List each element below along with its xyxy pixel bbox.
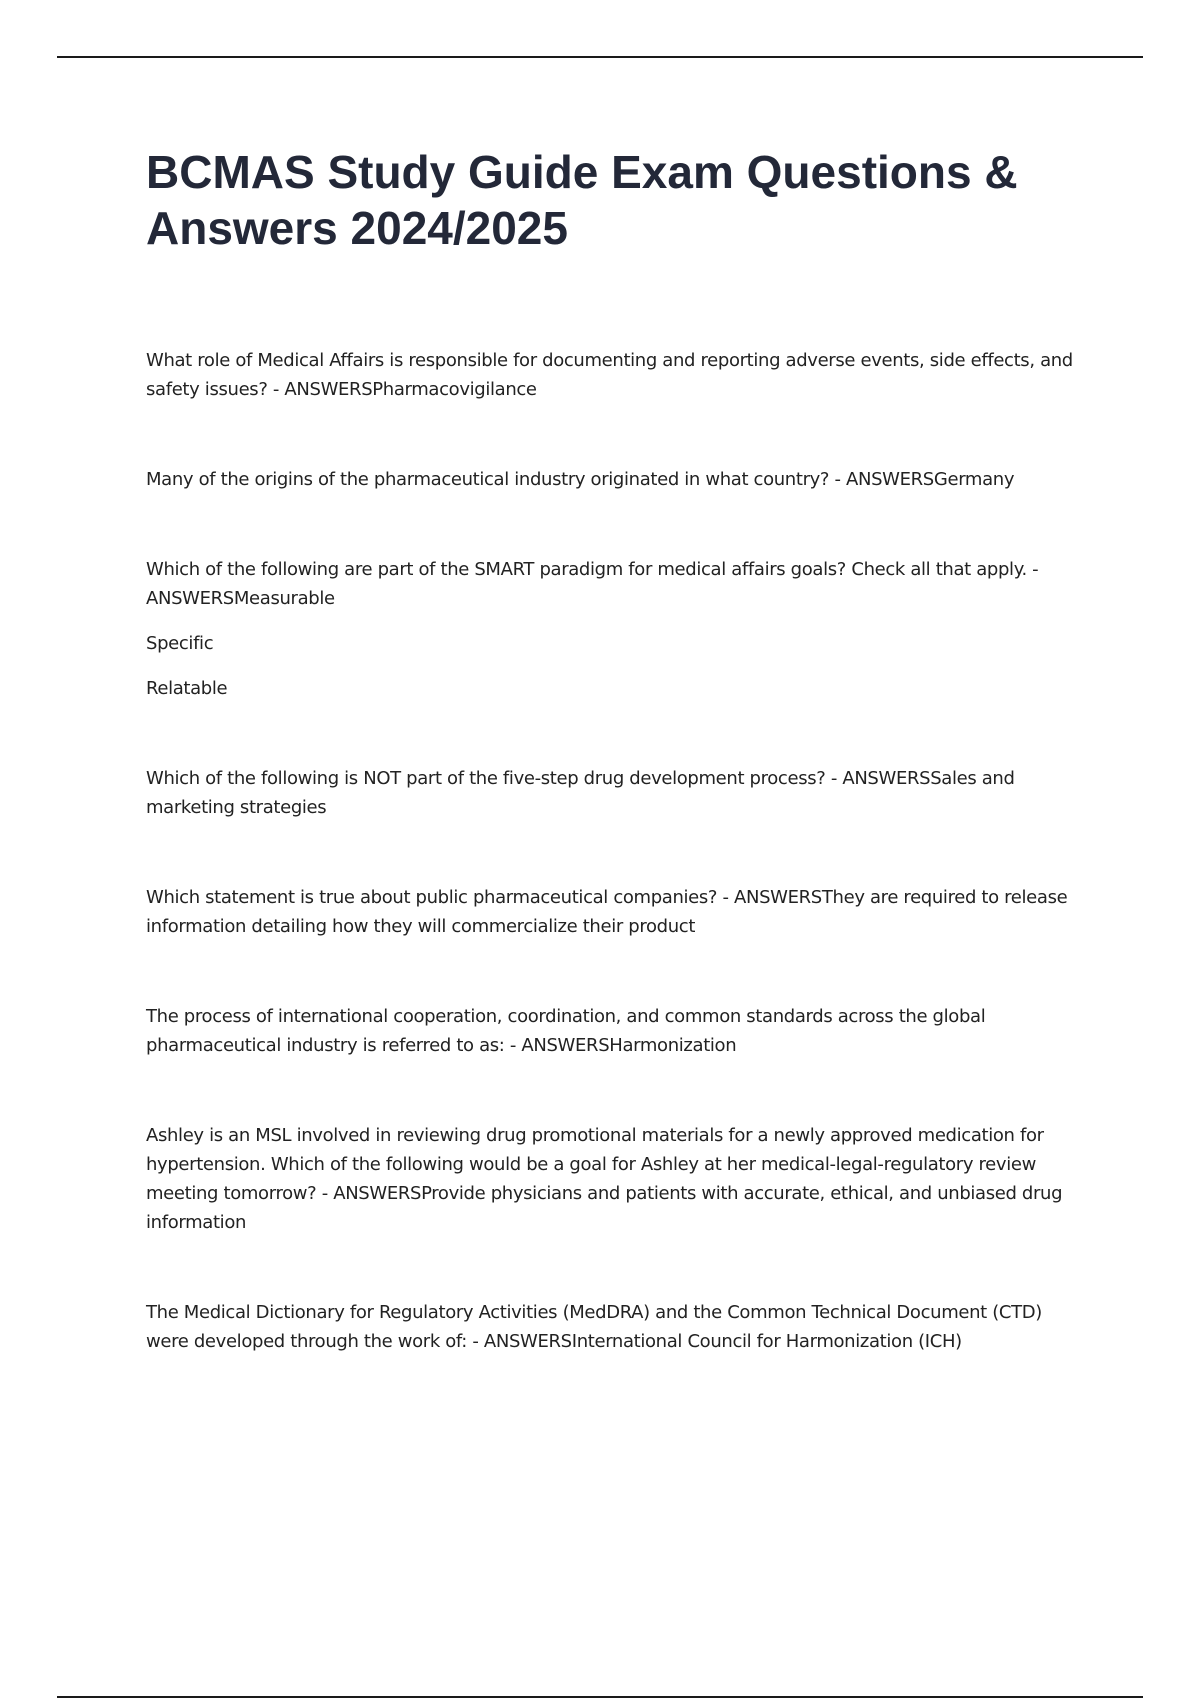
qa-text: Which statement is true about public pharmaceutical companies? - ANSWERSThey are required to release information detailing how they will commercialize their product bbox=[146, 887, 1068, 937]
qa-list bbox=[146, 346, 1076, 1356]
document-title: BCMAS Study Guide Exam Questions & Answers 2024/2025 bbox=[146, 146, 1018, 254]
qa-item-5 bbox=[146, 883, 1076, 941]
qa-text: Many of the origins of the pharmaceutical industry originated in what country? - ANSWERSGermany bbox=[146, 469, 1015, 490]
qa-item-8 bbox=[146, 1298, 1076, 1356]
qa-item-4 bbox=[146, 764, 1076, 822]
qa-text: Which of the following are part of the SMART paradigm for medical affairs goals? Check all that apply. - ANSWERSMeasurable bbox=[146, 559, 1039, 609]
qa-item-3 bbox=[146, 555, 1076, 703]
bottom-rule bbox=[57, 1696, 1143, 1698]
qa-extra-answer: Specific bbox=[146, 633, 214, 654]
qa-extra-answer: Relatable bbox=[146, 678, 228, 699]
qa-item-1 bbox=[146, 346, 1076, 404]
qa-text: The process of international cooperation, coordination, and common standards across the global pharmaceutical industry is referred to as: - ANSWERSHarmonization bbox=[146, 1006, 986, 1056]
qa-text: What role of Medical Affairs is responsible for documenting and reporting adverse events, side effects, and safety issues? - ANSWERSPharmacovigilance bbox=[146, 350, 1073, 400]
top-rule bbox=[57, 56, 1143, 58]
qa-text: Which of the following is NOT part of the five-step drug development process? - ANSWERSSales and marketing strategies bbox=[146, 768, 1015, 818]
qa-text: The Medical Dictionary for Regulatory Activities (MedDRA) and the Common Technical Document (CTD) were developed through the work of: - ANSWERSInternational Council for Harmonization (ICH) bbox=[146, 1302, 1042, 1352]
qa-text: Ashley is an MSL involved in reviewing drug promotional materials for a newly approved medication for hypertension. Which of the following would be a goal for Ashley at her medical-legal-regulatory review meeting tomorrow? - ANSWERSProvide physicians and patients with accurate, ethical, and unbiased drug information bbox=[146, 1125, 1063, 1233]
qa-item-6 bbox=[146, 1002, 1076, 1060]
qa-item-7 bbox=[146, 1121, 1076, 1237]
qa-item-2 bbox=[146, 465, 1076, 494]
